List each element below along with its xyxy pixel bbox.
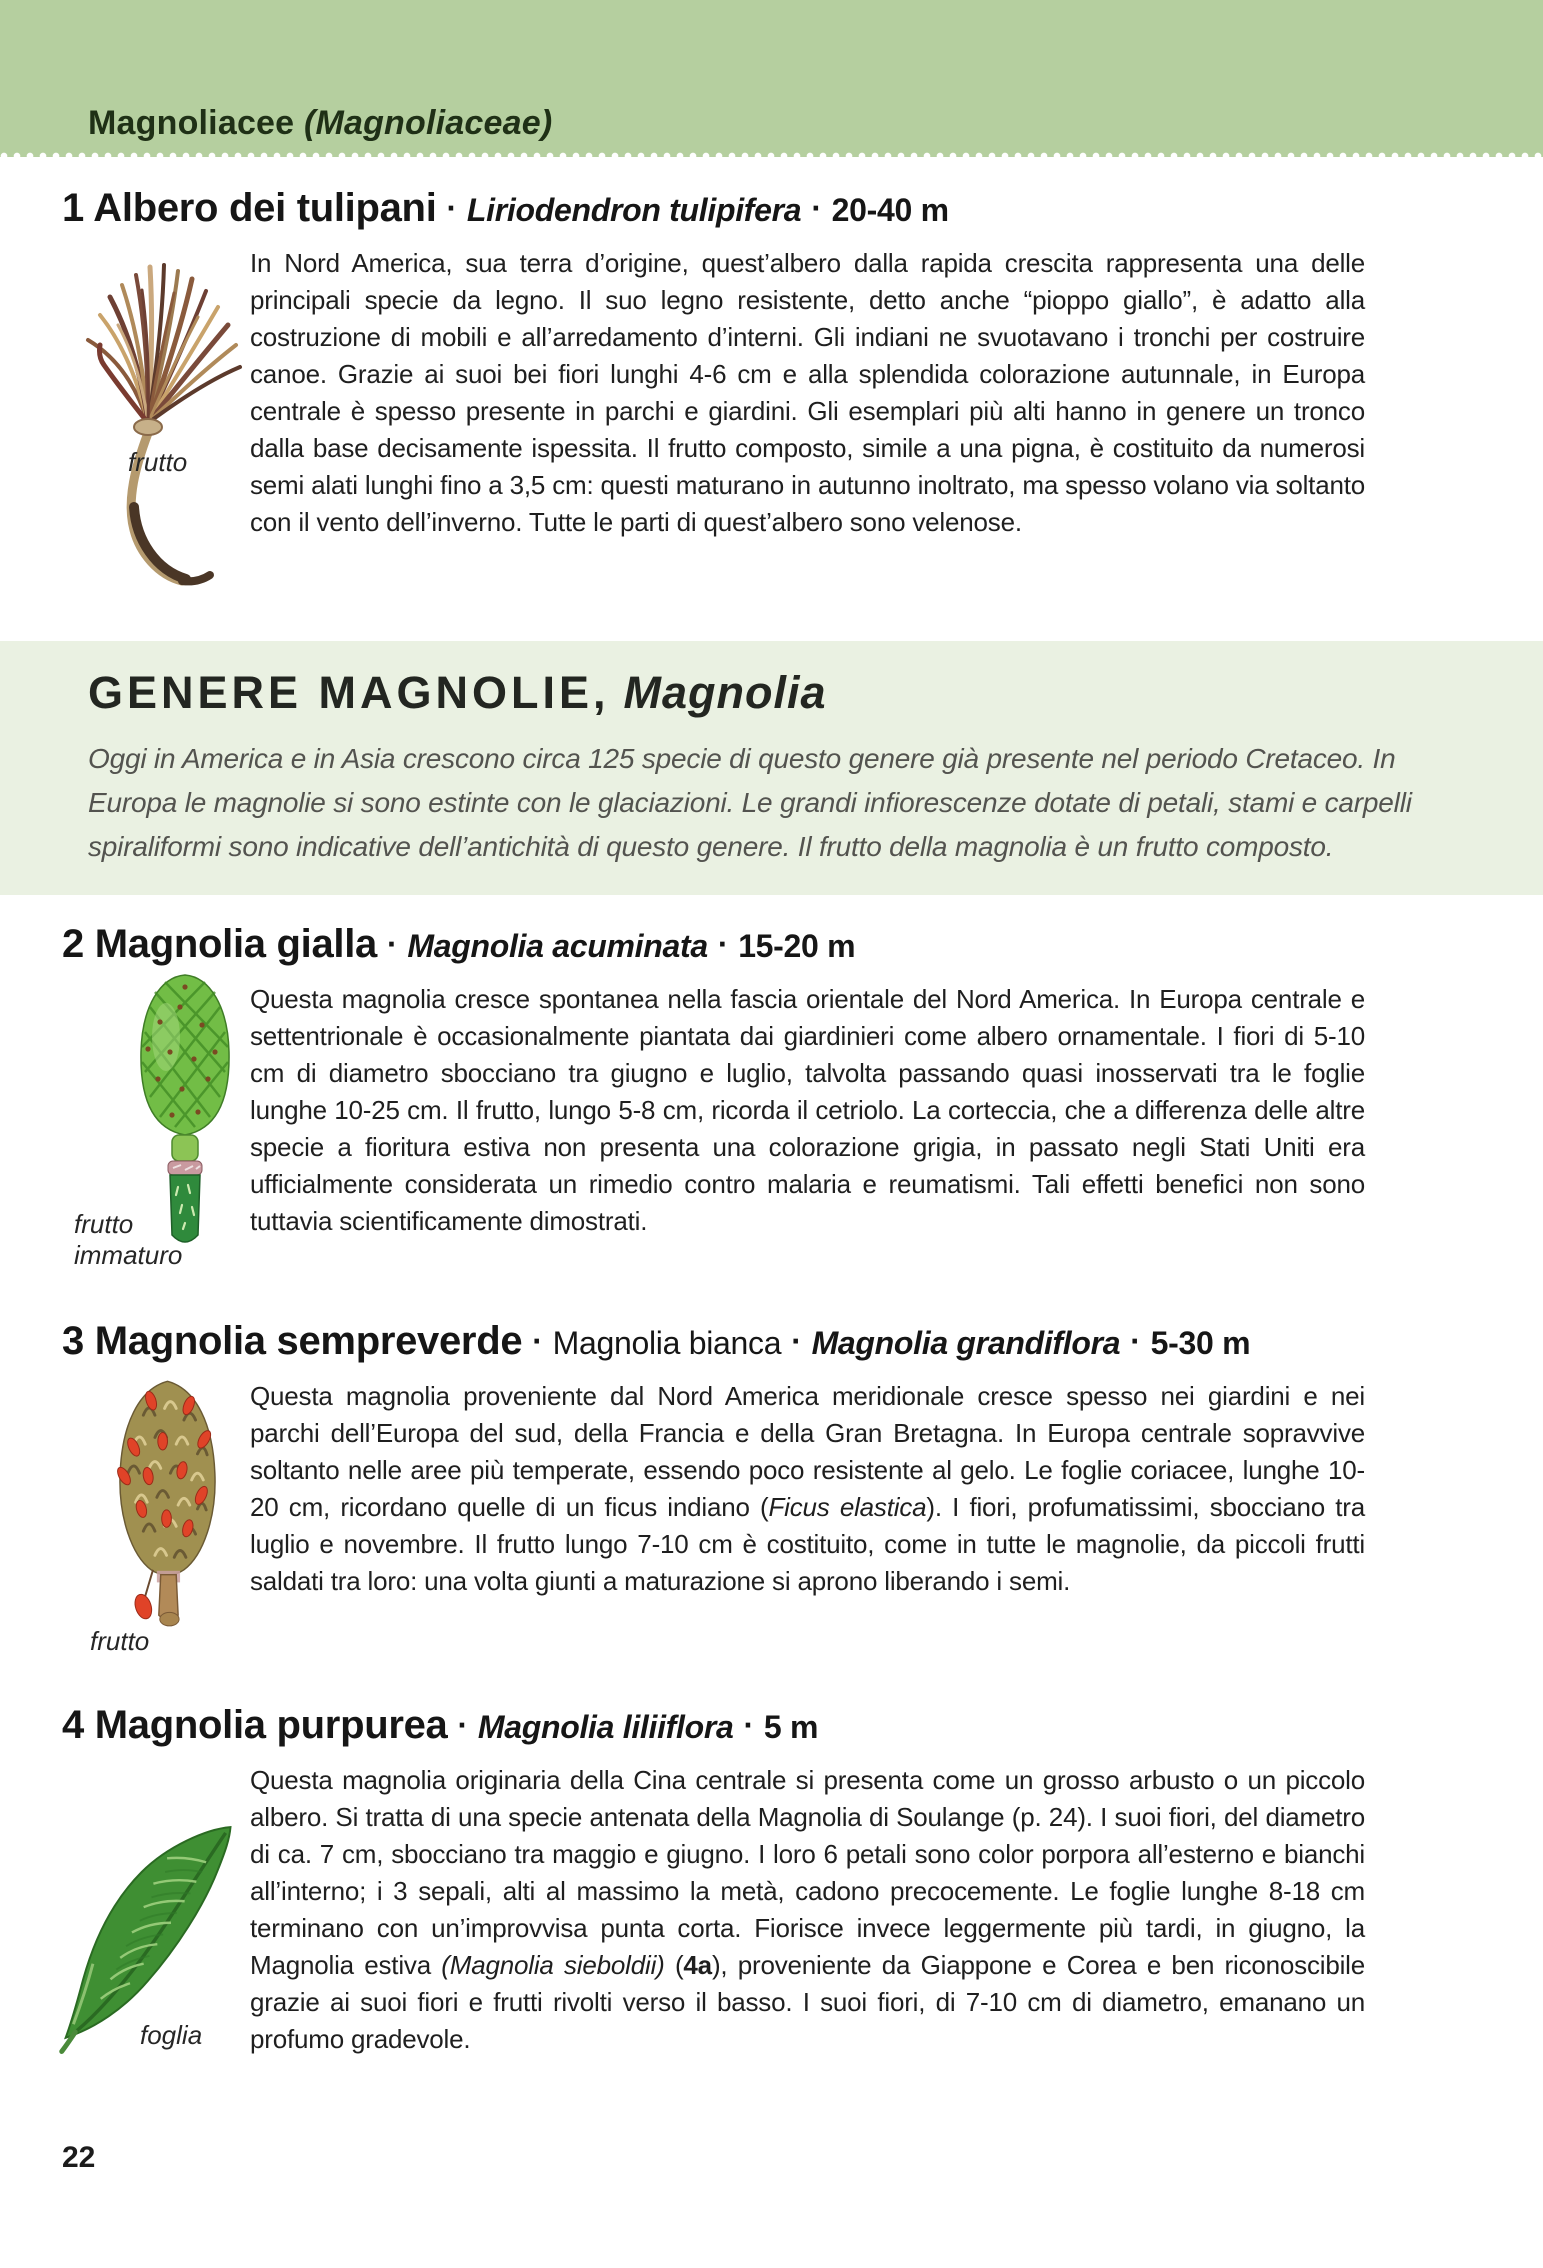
species-height: 15-20 m [738, 928, 856, 964]
figure-caption: frutto immaturo [74, 1209, 183, 1270]
separator-dot: · [1130, 1323, 1141, 1359]
species-row [62, 245, 1365, 615]
family-title [88, 104, 552, 157]
species-heading [62, 1316, 1365, 1368]
species-description: Questa magnolia cresce spontanea nella fascia orientale del Nord America. In Europa centrale e settentrionale è occasionalmente piantata dai giardinieri come albero ornamentale. I fiori di 5-10 cm di diametro sbocciano tra giugno e luglio, talvolta passando quasi inosservati tra le foglie lunghe 10-25 cm. Il frutto, lungo 5-8 cm, ricorda il cetriolo. La corteccia, che a differenza delle altre specie a fioritura estiva non presenta una colorazione grigia, in passato negli Stati Uniti era ufficialmente considerata un rimedio contro malaria e reumatismi. Tali effetti benefici non sono tuttavia scientificamente dimostrati. [250, 984, 1365, 1236]
genus-title-caps: GENERE MAGNOLIE, [88, 667, 610, 718]
species-name: Magnolia sempreverde [94, 1319, 523, 1363]
separator-dot: · [791, 1323, 802, 1359]
separator-dot: · [717, 926, 729, 962]
species-row [62, 981, 1365, 1286]
species-latin-name: Liriodendron tulipifera [466, 192, 802, 228]
species-number: 1 [62, 186, 84, 230]
separator-dot: · [532, 1323, 543, 1359]
species-latin-name: Magnolia grandiflora [811, 1325, 1121, 1361]
species-row [62, 1762, 1365, 2095]
family-latin-name: (Magnoliaceae) [303, 104, 553, 142]
species-section-2 [62, 919, 1365, 1286]
species-section-3 [62, 1316, 1365, 1670]
species-latin-name: Magnolia liliiflora [477, 1709, 734, 1745]
species-description: Questa magnolia originaria della Cina centrale si presenta come un grosso arbusto o un piccolo albero. Si tratta di una specie antenata della Magnolia di Soulange (p. 24). I suoi fiori, del diametro di ca. 7 cm, sbocciano tra maggio e giugno. I loro 6 petali sono color porpora all’esterno e bianchi all’interno; i 3 sepali, alti al massimo la metà, cadono precocemente. Le foglie lunghe 8-18 cm terminano con un’improvvisa punta corta. Fiorisce invece leggermente più tardi, in giugno, la Magnolia estiva (Magnolia sieboldii) (4a), proveniente da Giappone e Corea e ben riconoscibile grazie ai suoi fiori e frutti rivolti verso il basso. I suoi fiori, di 7-10 cm di diametro, emanano un profumo gradevole. [250, 1765, 1366, 2054]
tulip-tree-fruit-illustration [70, 245, 245, 595]
species-description: Questa magnolia proveniente dal Nord America meridionale cresce spesso nei giardini e nei parchi dell’Europa del sud, della Francia e della Gran Bretagna. In Europa centrale sopravvive soltanto nelle aree più temperate, essendo poco resistente al gelo. Le foglie coriacee, lunghe 10-20 cm, ricordano quelle di un ficus indiano (Ficus elastica). I fiori, profumatissimi, sbocciano tra luglio e novembre. Il frutto lungo 7-10 cm è costituito, come in tutte le magnolie, da piccoli frutti saldati tra loro: una volta giunti a maturazione si aprono liberando i semi. [250, 1381, 1365, 1596]
species-section-1 [62, 183, 1365, 615]
species-figure [62, 1378, 250, 1670]
species-figure [62, 1762, 250, 2095]
separator-dot: · [811, 190, 822, 226]
separator-dot: · [446, 190, 457, 226]
family-header-band [0, 0, 1543, 157]
species-row [62, 1378, 1365, 1670]
family-name: Magnoliacee [88, 104, 295, 142]
genus-title-latin: Magnolia [623, 667, 827, 718]
species-figure [62, 981, 250, 1286]
species-heading [62, 1700, 1365, 1752]
species-name: Magnolia gialla [94, 922, 378, 966]
species-height: 5-30 m [1150, 1325, 1251, 1361]
separator-dot: · [457, 1707, 468, 1743]
figure-caption: frutto [128, 447, 188, 477]
species-height: 20-40 m [831, 192, 949, 228]
cone-fruit-illustration [95, 1368, 240, 1646]
species-heading [62, 183, 1365, 235]
separator-dot: · [387, 926, 398, 962]
species-figure [62, 245, 250, 615]
figure-caption: foglia [140, 2020, 203, 2050]
figure-caption: frutto [90, 1626, 150, 1656]
page-content [0, 183, 1543, 2175]
species-number: 3 [62, 1319, 84, 1363]
species-name: Albero dei tulipani [93, 186, 437, 230]
species-height: 5 m [763, 1709, 819, 1745]
page-number: 22 [62, 2141, 96, 2174]
genus-panel [0, 641, 1543, 895]
species-alt-name: Magnolia bianca [552, 1325, 782, 1361]
species-number: 4 [62, 1703, 84, 1747]
species-description: In Nord America, sua terra d’origine, quest’albero dalla rapida crescita rappresenta una delle principali specie da legno. Il suo legno resistente, detto anche “pioppo giallo”, è adatto alla costruzione di mobili e all’arredamento d’interni. Gli indiani ne svuotavano i tronchi per costruire canoe. Grazie ai suoi bei fiori lunghi 4-6 cm e alla splendida colorazione autunnale, in Europa centrale è spesso presente in parchi e giardini. Gli esemplari più alti hanno in genere un tronco dalla base decisamente ispessita. Il frutto composto, simile a una pigna, è costituito da numerosi semi alati lunghi fino a 3,5 cm: questi maturano in autunno inoltrato, ma spesso volano via soltanto con il vento dell’inverno. Tutte le parti di quest’albero sono velenose. [250, 248, 1365, 537]
genus-panel-text: Oggi in America e in Asia crescono circa 125 specie di questo genere già presente nel periodo Cretaceo. In Europa le magnolie si sono estinte con le glaciazioni. Le grandi infiorescenze dotate di petali, stami e carpelli spiraliformi sono indicative dell’antichità di questo genere. Il frutto della magnolia è un frutto composto. [88, 743, 1412, 862]
species-section-4 [62, 1700, 1365, 2095]
species-latin-name: Magnolia acuminata [407, 928, 708, 964]
species-heading [62, 919, 1365, 971]
species-number: 2 [62, 922, 84, 966]
species-name: Magnolia purpurea [94, 1703, 448, 1747]
genus-panel-title [88, 665, 1443, 721]
separator-dot: · [743, 1707, 754, 1743]
